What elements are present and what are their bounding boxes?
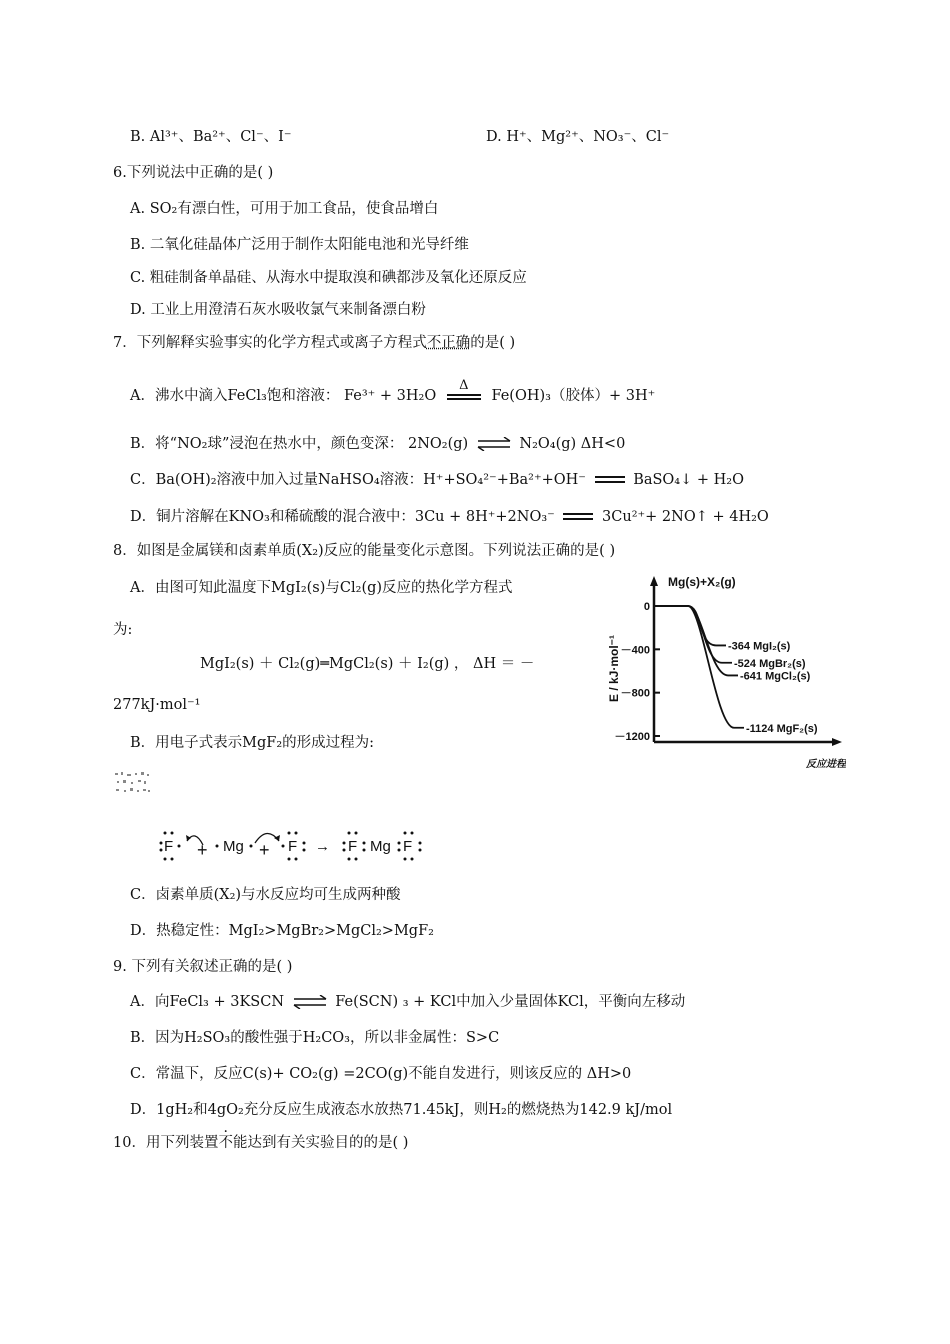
- q9-option-a: [130, 992, 685, 1012]
- heating-equals-sign: [447, 378, 481, 406]
- ef-f1: F: [164, 838, 174, 855]
- reversible-arrow-icon: [477, 437, 511, 451]
- q9-a-post: Fe(SCN) ₃ + KCl中加入少量固体KCl，平衡向左移动: [335, 994, 686, 1010]
- scan-artifact-image: [113, 770, 153, 798]
- q10-stem-pre: 10．用下列装置: [113, 1135, 219, 1151]
- ef-plus1: +: [197, 840, 208, 860]
- q7-option-b: [130, 434, 625, 454]
- q10-stem-post: 能达到有关实验目的的是( ): [232, 1135, 409, 1151]
- q9-option-c: C．常温下，反应C(s)+ CO₂(g) =2CO(g)不能自发进行，则该反应的 ΔH>0: [130, 1066, 632, 1082]
- q6-option-d: D. 工业上用澄清石灰水吸收氯气来制备漂白粉: [130, 302, 426, 318]
- q7-a-post: Fe(OH)₃（胶体）+ 3H⁺: [491, 388, 656, 404]
- q7-option-c: [130, 470, 744, 490]
- q7-stem-pre: 7．下列解释实验事实的化学方程式或离子方程式: [113, 335, 427, 351]
- series-label: -641 MgCl₂(s): [740, 670, 811, 683]
- q5-option-d: D. H⁺、Mg²⁺、NO₃⁻、Cl⁻: [486, 129, 670, 145]
- q8-option-c: C．卤素单质(X₂)与水反应均可生成两种酸: [130, 887, 401, 903]
- q8-option-a-line2: 为:: [113, 622, 133, 638]
- q7-c-post: BaSO₄↓ + H₂O: [633, 472, 744, 488]
- ef-f4: F: [403, 838, 413, 855]
- q10-stem: [113, 1133, 408, 1153]
- q8-option-a-line1: A．由图可知此温度下MgI₂(s)与Cl₂(g)反应的热化学方程式: [130, 580, 513, 596]
- ef-mg: Mg: [223, 838, 244, 855]
- q6-option-b: B. 二氧化硅晶体广泛用于制作太阳能电池和光导纤维: [130, 237, 469, 253]
- q9-option-b: B．因为H₂SO₃的酸性强于H₂CO₃，所以非金属性：S>C: [130, 1030, 500, 1046]
- chart-ylabel: E / kJ·mol⁻¹: [607, 634, 621, 702]
- electron-formula-diagram: [155, 823, 435, 867]
- q7-option-d: [130, 507, 769, 527]
- q8-option-d: D．热稳定性：MgI₂>MgBr₂>MgCl₂>MgF₂: [130, 923, 434, 939]
- q8-stem: 8．如图是金属镁和卤素单质(X₂)反应的能量变化示意图。下列说法正确的是( ): [113, 543, 616, 559]
- series-label: -1124 MgF₂(s): [746, 722, 818, 735]
- y-tick-label: 0: [643, 601, 650, 613]
- chart-title: Mg(s)+X₂(g): [668, 575, 736, 589]
- q6-option-a: A. SO₂有漂白性，可用于加工食品，使食品增白: [130, 201, 439, 217]
- y-axis-arrow: [650, 576, 658, 586]
- q7-a-pre: A．沸水中滴入FeCl₃饱和溶液： Fe³⁺ + 3H₂O: [130, 388, 437, 404]
- equals-arrow-icon: [595, 473, 625, 487]
- q8-option-a-line4: 277kJ·mol⁻¹: [113, 697, 201, 713]
- equals-arrow-icon: [563, 510, 593, 524]
- y-tick-label: －800: [620, 687, 650, 700]
- ef-f2: F: [288, 838, 298, 855]
- ef-mg2: Mg: [370, 838, 391, 855]
- q9-option-d: D．1gH₂和4gO₂充分反应生成液态水放热71.45kJ，则H₂的燃烧热为142.9 kJ/mol: [130, 1102, 673, 1118]
- q9-stem: 9. 下列有关叙述正确的是( ): [113, 959, 293, 975]
- q6-option-c: C. 粗硅制备单晶硅、从海水中提取溴和碘都涉及氧化还原反应: [130, 270, 527, 286]
- ef-f3: F: [348, 838, 358, 855]
- q8-option-a-line3: MgI₂(s) ＋ Cl₂(g)═MgCl₂(s) ＋ I₂(g) ， ΔH ＝ －: [200, 656, 535, 672]
- energy-change-chart: [588, 572, 846, 772]
- ef-arrow: →: [315, 838, 330, 855]
- q7-b-post: N₂O₄(g) ΔH<0: [519, 436, 626, 452]
- ef-plus2: +: [259, 840, 270, 860]
- q7-b-pre: B．将“NO₂球”浸泡在热水中，颜色变深： 2NO₂(g): [130, 436, 469, 452]
- q7-option-a: [130, 378, 656, 406]
- q7-stem: [113, 333, 515, 353]
- y-tick-label: －400: [620, 644, 650, 657]
- series-label: -524 MgBr₂(s): [734, 657, 806, 670]
- series-label: -364 MgI₂(s): [728, 640, 791, 653]
- reversible-arrow-icon: [293, 995, 327, 1009]
- q7-d-post: 3Cu²⁺+ 2NO↑ + 4H₂O: [602, 509, 769, 525]
- q7-c-pre: C．Ba(OH)₂溶液中加入过量NaHSO₄溶液：H⁺+SO₄²⁻+Ba²⁺+OH⁻: [130, 472, 586, 488]
- heat-delta: Δ: [459, 378, 469, 393]
- q9-a-pre: A．向FeCl₃ + 3KSCN: [130, 994, 285, 1010]
- x-axis-arrow: [832, 738, 842, 746]
- q8-option-b: B．用电子式表示MgF₂的形成过程为:: [130, 735, 375, 751]
- q7-d-pre: D．铜片溶解在KNO₃和稀硫酸的混合液中：3Cu + 8H⁺+2NO₃⁻: [130, 509, 555, 525]
- chart-xlabel: 反应进程: [806, 759, 846, 770]
- q10-stem-emph: 不: [218, 1135, 233, 1151]
- q5-option-b: B. Al³⁺、Ba²⁺、Cl⁻、I⁻: [130, 129, 292, 145]
- q6-stem: 6.下列说法中正确的是( ): [113, 165, 274, 181]
- q7-stem-emph: 不正确: [426, 335, 471, 351]
- q7-stem-post: 的是( ): [470, 335, 516, 351]
- y-tick-label: －1200: [614, 731, 650, 743]
